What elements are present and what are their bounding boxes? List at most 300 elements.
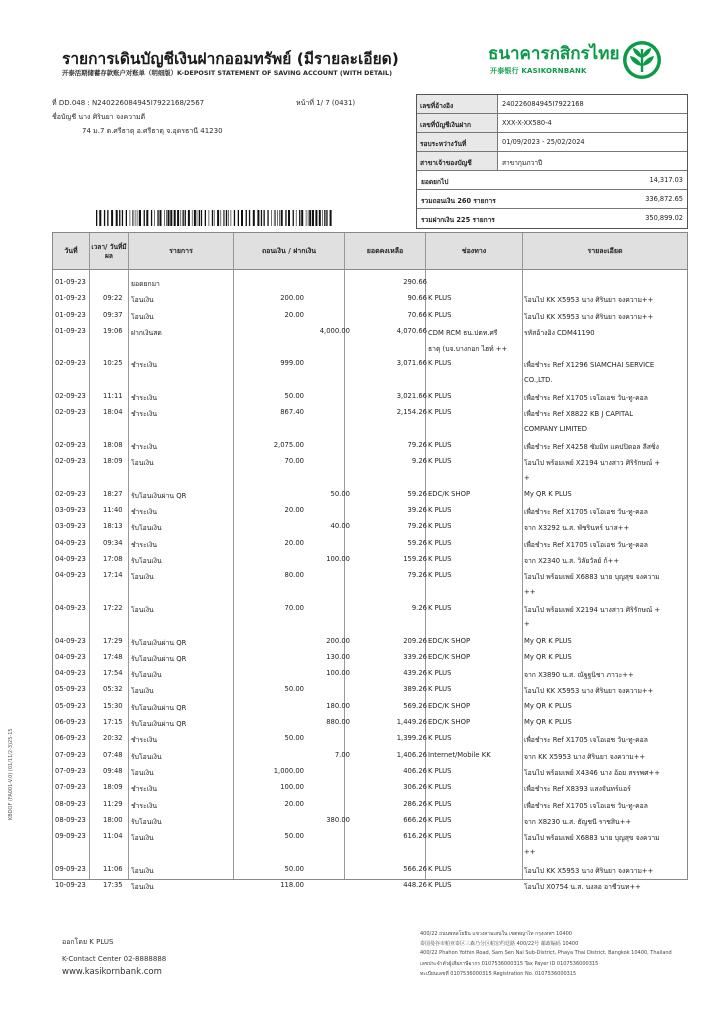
cell-time: 18:09 [103, 457, 123, 466]
bank-address-line: 400/22 ถนนพหลโยธิน แขวงสามเสนใน เขตพญาไท กรุงเทพฯ 10400 [420, 931, 572, 937]
cell-channel: K PLUS [428, 408, 452, 417]
cell-date: 09-09-23 [55, 832, 86, 841]
cell-channel: K PLUS [428, 310, 452, 319]
cell-time: 17:22 [103, 603, 123, 612]
cell-date: 01-09-23 [55, 310, 86, 319]
table-row [53, 780, 687, 796]
summary-row [417, 114, 687, 133]
cell-withdrawal: 200.00 [280, 294, 304, 303]
cell-channel: K PLUS [428, 783, 452, 792]
cell-detail: เพื่อชำระ Ref X8822 KB J CAPITAL [524, 410, 634, 419]
cell-description: โอนเงิน [131, 312, 154, 321]
statement-title-thai: รายการเดินบัญชีเงินฝากออมทรัพย์ (มีรายละเอียด) [62, 50, 399, 68]
cell-detail: เพื่อชำระ Ref X1705 เจโอเอช วัน-ทู-คอล [524, 394, 648, 403]
issued-by: ออกโดย K PLUS [62, 938, 114, 946]
cell-description: รับโอนเงิน [131, 557, 162, 566]
cell-description: รับโอนเงิน [131, 752, 162, 761]
cell-time: 07:48 [103, 750, 123, 759]
cell-withdrawal: 70.00 [284, 457, 304, 466]
cell-detail: COMPANY LIMITED [524, 424, 588, 433]
cell-date: 02-09-23 [55, 440, 86, 449]
cell-description: ชำระเงิน [131, 540, 158, 549]
cell-withdrawal: 50.00 [284, 864, 304, 873]
table-row [53, 373, 687, 389]
cell-balance: 9.26 [411, 603, 427, 612]
cell-time: 18:27 [103, 489, 123, 498]
cell-channel: K PLUS [428, 766, 452, 775]
cell-time: 11:04 [103, 832, 123, 841]
barcode-icon [96, 210, 332, 226]
header-date: วันที่ [64, 246, 78, 255]
table-row [53, 845, 687, 861]
cell-balance: 3,021.66 [396, 392, 427, 401]
cell-time: 17:08 [103, 555, 123, 564]
summary-value: 01/09/2023 - 25/02/2024 [502, 138, 585, 146]
cell-detail: + [524, 620, 530, 629]
table-row [53, 878, 687, 894]
cell-deposit: 100.00 [326, 555, 350, 564]
cell-channel: K PLUS [428, 832, 452, 841]
cell-channel: K PLUS [428, 734, 452, 743]
cell-channel: K PLUS [428, 457, 452, 466]
table-row [53, 552, 687, 568]
summary-row [417, 152, 687, 171]
cell-time: 09:37 [103, 310, 123, 319]
cell-description: โอนเงิน [131, 573, 154, 582]
cell-date: 05-09-23 [55, 701, 86, 710]
cell-date: 03-09-23 [55, 506, 86, 515]
cell-detail: My QR K PLUS [524, 701, 572, 710]
cell-detail: CO.,LTD. [524, 375, 553, 384]
cell-time: 20:32 [103, 734, 123, 743]
cell-deposit: 4,000.00 [319, 326, 350, 335]
cell-detail: + [524, 473, 530, 482]
cell-channel: CDM RCM ธน.ปตท.ศรี [428, 328, 498, 337]
cell-deposit: 180.00 [326, 701, 350, 710]
table-row [53, 356, 687, 372]
bank-address-line: 泰国曼谷市帕亚泰区三森乃分区帕宏约廷路 400/22号 邮政编码 10400 [420, 941, 579, 947]
cell-date: 07-09-23 [55, 750, 86, 759]
website-link[interactable]: www.kasikornbank.com [62, 967, 162, 977]
cell-balance: 290.66 [403, 278, 427, 286]
cell-date: 10-09-23 [55, 880, 86, 889]
cell-channel: K PLUS [428, 571, 452, 580]
table-body [53, 275, 687, 894]
cell-channel: EDC/K SHOP [428, 701, 471, 710]
summary-total-value: 14,317.03 [649, 176, 683, 184]
header-amount: ถอนเงิน / ฝากเงิน [261, 246, 317, 255]
cell-description: ฝากเงินสด [131, 328, 162, 337]
cell-deposit: 50.00 [330, 489, 350, 498]
header-time: เวลา/ วันที่มีผล [91, 242, 127, 260]
cell-channel: K PLUS [428, 669, 452, 678]
cell-date: 02-09-23 [55, 408, 86, 417]
cell-balance: 1,449.26 [396, 718, 427, 727]
table-row [53, 389, 687, 405]
header-description: รายการ [169, 246, 193, 255]
statement-title-english: 开泰活期储蓄存款账户对账单（明细版）K-DEPOSIT STATEMENT OF SAVING ACCOUNT (WITH DETAIL) [62, 69, 393, 77]
cell-detail: โอนไป พร้อมเพย์ X2194 นางสาว ศิริรักษณ์ + [524, 459, 661, 468]
summary-total-label: รวมฝากเงิน 225 รายการ [421, 216, 495, 224]
header-channel: ช่องทาง [461, 246, 487, 255]
cell-date: 02-09-23 [55, 359, 86, 368]
cell-withdrawal: 1,000.00 [273, 766, 304, 775]
cell-date: 02-09-23 [55, 489, 86, 498]
cell-date: 04-09-23 [55, 571, 86, 580]
form-code: KBDOF (FA001-V.0) (01/11/2-3)25-15 [8, 728, 14, 820]
table-row [53, 585, 687, 601]
cell-deposit: 40.00 [330, 522, 350, 531]
table-row [53, 454, 687, 470]
cell-balance: 566.26 [403, 864, 427, 873]
cell-description: ชำระเงิน [131, 785, 158, 794]
cell-description: รับโอนเงินผ่าน QR [131, 491, 187, 500]
cell-detail: เพื่อชำระ Ref X1705 เจโอเอช วัน-ทู-คอล [524, 508, 648, 517]
table-row [53, 324, 687, 340]
cell-description: โอนเงิน [131, 296, 154, 305]
cell-detail: เพื่อชำระ Ref X1705 เจโอเอช วัน-ทู-คอล [524, 540, 648, 549]
cell-detail: เพื่อชำระ Ref X8393 แสงจันทร์แอร์ [524, 785, 631, 794]
cell-deposit: 7.00 [334, 750, 350, 759]
cell-detail: My QR K PLUS [524, 718, 572, 727]
cell-time: 17:35 [103, 880, 123, 889]
cell-time: 17:15 [103, 718, 123, 727]
cell-channel: K PLUS [428, 522, 452, 531]
cell-withdrawal: 50.00 [284, 392, 304, 401]
cell-description: รับโอนเงินผ่าน QR [131, 654, 187, 663]
bank-address-line: ทะเบียนเลขที่ 0107536000315 Registration No. 0107536000315 [420, 971, 577, 977]
cell-withdrawal: 80.00 [284, 571, 304, 580]
cell-time: 18:00 [103, 815, 123, 824]
cell-time: 05:32 [103, 685, 123, 694]
cell-withdrawal: 2,075.00 [273, 440, 304, 449]
cell-balance: 339.26 [403, 652, 427, 661]
cell-time: 17:29 [103, 636, 123, 645]
cell-balance: 389.26 [403, 685, 427, 694]
summary-label: รอบระหว่างวันที่ [417, 133, 498, 151]
account-address: 74 ม.7 ต.ศรีธาตุ อ.ศรีธาตุ จ.อุดรธานี 41230 [82, 127, 223, 135]
cell-detail: จาก X3292 น.ส. พัชรินทร์ นาส++ [524, 524, 630, 533]
summary-total-label: รวมถอนเงิน 260 รายการ [421, 197, 496, 205]
cell-channel: K PLUS [428, 440, 452, 449]
cell-detail: โอนไป KK X5953 นาง ศิรินยา จงความ++ [524, 296, 654, 305]
cell-balance: 9.26 [411, 457, 427, 466]
cell-channel: EDC/K SHOP [428, 636, 471, 645]
cell-date: 04-09-23 [55, 555, 86, 564]
bank-address-line: 400/22 Phahon Yothin Road, Sam Sen Nai Sub-District, Phaya Thai District, Bangkok 10400, Thailand [420, 950, 672, 956]
cell-balance: 1,399.26 [396, 734, 427, 743]
cell-detail: จาก KK X5953 นาง ศิรินยา จงความ++ [524, 752, 646, 761]
header-detail: รายละเอียด [587, 246, 623, 255]
cell-detail: โอนไป พร้อมเพย์ X2194 นางสาว ศิริรักษณ์ + [524, 605, 661, 614]
cell-description: ยอดยกมา [131, 280, 160, 288]
account-summary-box [416, 94, 688, 229]
cell-time: 11:29 [103, 799, 123, 808]
cell-channel: K PLUS [428, 359, 452, 368]
cell-deposit: 130.00 [326, 652, 350, 661]
cell-description: ชำระเงิน [131, 442, 158, 451]
cell-balance: 286.26 [403, 799, 427, 808]
cell-detail: My QR K PLUS [524, 489, 572, 498]
cell-balance: 159.26 [403, 555, 427, 564]
cell-description: โอนเงิน [131, 768, 154, 777]
cell-channel: K PLUS [428, 538, 452, 547]
cell-balance: 4,070.66 [396, 326, 427, 335]
cell-withdrawal: 118.00 [280, 880, 304, 889]
cell-withdrawal: 20.00 [284, 799, 304, 808]
cell-balance: 616.26 [403, 832, 427, 841]
summary-value: XXX-X-XX580-4 [502, 119, 552, 127]
table-row [53, 634, 687, 650]
cell-channel: K PLUS [428, 506, 452, 515]
table-row [53, 813, 687, 829]
cell-description: รับโอนเงิน [131, 671, 162, 680]
cell-withdrawal: 70.00 [284, 603, 304, 612]
cell-balance: 306.26 [403, 783, 427, 792]
cell-deposit: 880.00 [326, 718, 350, 727]
cell-description: ชำระเงิน [131, 508, 158, 517]
cell-deposit: 380.00 [326, 815, 350, 824]
cell-date: 07-09-23 [55, 783, 86, 792]
bank-address-line: เลขประจำตัวผู้เสียภาษีอากร 0107536000315 Tax Payer ID 0107536000315 [420, 961, 599, 967]
table-row [53, 471, 687, 487]
cell-time: 11:06 [103, 864, 123, 873]
cell-withdrawal: 20.00 [284, 506, 304, 515]
cell-description: ชำระเงิน [131, 394, 158, 403]
cell-withdrawal: 100.00 [280, 783, 304, 792]
cell-date: 06-09-23 [55, 718, 86, 727]
table-row [53, 487, 687, 503]
cell-channel: EDC/K SHOP [428, 652, 471, 661]
cell-withdrawal: 50.00 [284, 685, 304, 694]
cell-detail: My QR K PLUS [524, 636, 572, 645]
cell-channel: K PLUS [428, 392, 452, 401]
cell-time: 15:30 [103, 701, 123, 710]
cell-description: โอนเงิน [131, 834, 154, 843]
cell-date: 06-09-23 [55, 734, 86, 743]
table-row [53, 405, 687, 421]
table-row [53, 699, 687, 715]
summary-label: เลขที่อ้างอิง [417, 95, 498, 113]
cell-time: 17:54 [103, 669, 123, 678]
summary-value: 240226084945I7922168 [502, 100, 584, 108]
cell-description: ชำระเงิน [131, 361, 158, 370]
cell-date: 04-09-23 [55, 603, 86, 612]
summary-total-row [417, 190, 687, 209]
summary-value: สาขากุมภวาปี [502, 159, 543, 167]
cell-detail: My QR K PLUS [524, 652, 572, 661]
cell-withdrawal: 50.00 [284, 734, 304, 743]
table-row [53, 764, 687, 780]
cell-date: 05-09-23 [55, 685, 86, 694]
cell-balance: 2,154.26 [396, 408, 427, 417]
cell-balance: 448.26 [403, 880, 427, 889]
cell-description: รับโอนเงิน [131, 817, 162, 826]
cell-date: 04-09-23 [55, 669, 86, 678]
cell-date: 07-09-23 [55, 766, 86, 775]
cell-time: 17:48 [103, 652, 123, 661]
cell-balance: 59.26 [407, 489, 427, 498]
summary-row [417, 95, 687, 114]
summary-total-value: 336,872.65 [645, 195, 683, 203]
summary-total-row [417, 171, 687, 190]
cell-deposit: 100.00 [326, 669, 350, 678]
bank-name-thai: ธนาคารกสิกรไทย [488, 44, 620, 64]
cell-withdrawal: 50.00 [284, 832, 304, 841]
cell-date: 01-09-23 [55, 278, 86, 286]
cell-channel: Internet/Mobile KK [428, 750, 491, 759]
document-reference: ที่ DD.048 : N240226084945I7922168/2567 [52, 99, 205, 107]
cell-balance: 59.26 [407, 538, 427, 547]
cell-date: 04-09-23 [55, 652, 86, 661]
cell-detail: โอนไป พร้อมเพย์ X6883 นาย บุญสุข จงความ [524, 834, 660, 843]
cell-date: 01-09-23 [55, 294, 86, 303]
statement-table [52, 232, 688, 891]
cell-description: รับโอนเงินผ่าน QR [131, 703, 187, 712]
cell-date: 04-09-23 [55, 538, 86, 547]
cell-description: ชำระเงิน [131, 410, 158, 419]
summary-total-label: ยอดยกไป [421, 178, 449, 186]
cell-channel: EDC/K SHOP [428, 718, 471, 727]
cell-time: 09:34 [103, 538, 123, 547]
table-row [53, 682, 687, 698]
cell-withdrawal: 20.00 [284, 538, 304, 547]
cell-channel: K PLUS [428, 799, 452, 808]
cell-balance: 3,071.66 [396, 359, 427, 368]
cell-balance: 79.26 [407, 440, 427, 449]
table-row [53, 536, 687, 552]
cell-date: 08-09-23 [55, 799, 86, 808]
cell-time: 09:22 [103, 294, 123, 303]
table-row [53, 666, 687, 682]
table-row [53, 422, 687, 438]
cell-date: 04-09-23 [55, 636, 86, 645]
cell-description: รับโอนเงินผ่าน QR [131, 720, 187, 729]
table-row [53, 731, 687, 747]
cell-detail: โอนไป KK X5953 นาง ศิรินยา จงความ++ [524, 866, 654, 875]
cell-time: 09:48 [103, 766, 123, 775]
cell-balance: 70.66 [407, 310, 427, 319]
cell-detail: จาก X8230 น.ส. ธัญชนี ราชสิน++ [524, 817, 632, 826]
cell-description: ชำระเงิน [131, 801, 158, 810]
cell-description: โอนเงิน [131, 882, 154, 891]
cell-time: 19:06 [103, 326, 123, 335]
cell-channel: ธาตุ (บจ.บางกอก ไฮท์ ++ [428, 345, 508, 354]
cell-balance: 666.26 [403, 815, 427, 824]
table-row [53, 275, 687, 291]
cell-date: 02-09-23 [55, 457, 86, 466]
cell-channel: EDC/K SHOP [428, 489, 471, 498]
table-row [53, 519, 687, 535]
table-row [53, 617, 687, 633]
table-row [53, 829, 687, 845]
cell-detail: เพื่อชำระ Ref X1705 เจโอเอช วัน-ทู-คอล [524, 801, 648, 810]
cell-date: 08-09-23 [55, 815, 86, 824]
cell-detail: เพื่อชำระ Ref X1296 SIAMCHAI SERVICE [524, 361, 655, 370]
table-row [53, 438, 687, 454]
cell-balance: 79.26 [407, 571, 427, 580]
table-row [53, 601, 687, 617]
cell-date: 03-09-23 [55, 522, 86, 531]
cell-time: 17:14 [103, 571, 123, 580]
cell-detail: จาก X2340 น.ส. วิลัยวัลย์ ก้++ [524, 557, 620, 566]
cell-description: โอนเงิน [131, 459, 154, 468]
cell-channel: K PLUS [428, 815, 452, 824]
cell-description: โอนเงิน [131, 605, 154, 614]
cell-time: 18:08 [103, 440, 123, 449]
cell-description: โอนเงิน [131, 687, 154, 696]
kasikornbank-logo-icon [622, 40, 662, 80]
account-name: ชื่อบัญชี นาง ศิรินยา จงความดี [52, 113, 146, 121]
cell-balance: 439.26 [403, 669, 427, 678]
cell-channel: K PLUS [428, 555, 452, 564]
cell-detail: โอนไป KK X5953 นาง ศิรินยา จงความ++ [524, 312, 654, 321]
cell-detail: รหัสอ้างอิง CDM41190 [524, 328, 595, 337]
cell-detail: จาก X3890 น.ส. ณัฐฐนิชา ภาวะ++ [524, 671, 634, 680]
summary-total-row [417, 209, 687, 228]
summary-row [417, 133, 687, 152]
cell-detail: โอนไป พร้อมเพย์ X6883 นาย บุญสุข จงความ [524, 573, 660, 582]
cell-detail: โอนไป KK X5953 นาง ศิรินยา จงความ++ [524, 687, 654, 696]
cell-balance: 79.26 [407, 522, 427, 531]
table-row [53, 308, 687, 324]
cell-balance: 209.26 [403, 636, 427, 645]
cell-balance: 569.26 [403, 701, 427, 710]
cell-balance: 1,406.26 [396, 750, 427, 759]
table-row [53, 291, 687, 307]
cell-time: 18:13 [103, 522, 123, 531]
summary-label: เลขที่บัญชีเงินฝาก [417, 114, 498, 132]
table-row [53, 650, 687, 666]
cell-deposit: 200.00 [326, 636, 350, 645]
cell-description: โอนเงิน [131, 866, 154, 875]
table-header [53, 233, 687, 270]
cell-withdrawal: 20.00 [284, 310, 304, 319]
cell-description: ชำระเงิน [131, 736, 158, 745]
table-row [53, 797, 687, 813]
cell-date: 01-09-23 [55, 326, 86, 335]
cell-detail: โอนไป พร้อมเพย์ X4346 นาง อ้อย สรรพศ++ [524, 768, 660, 777]
summary-total-value: 350,899.02 [645, 214, 683, 222]
header-balance: ยอดคงเหลือ [366, 246, 404, 255]
cell-channel: K PLUS [428, 880, 452, 889]
cell-balance: 90.66 [407, 294, 427, 303]
cell-channel: K PLUS [428, 864, 452, 873]
cell-time: 10:25 [103, 359, 123, 368]
cell-channel: K PLUS [428, 685, 452, 694]
table-row [53, 503, 687, 519]
cell-channel: K PLUS [428, 603, 452, 612]
cell-time: 18:09 [103, 783, 123, 792]
cell-balance: 406.26 [403, 766, 427, 775]
cell-detail: ++ [524, 848, 536, 857]
cell-detail: โอนไป X0754 น.ส. นงลอ อาชีวนท++ [524, 882, 641, 891]
bank-name-english: 开泰银行 KASIKORNBANK [490, 67, 587, 75]
cell-detail: เพื่อชำระ Ref X4258 ซัมมิท แคปปิตอล ลีสซิ่ง [524, 442, 659, 451]
table-row [53, 862, 687, 878]
cell-description: รับโอนเงิน [131, 524, 162, 533]
cell-channel: K PLUS [428, 294, 452, 303]
cell-withdrawal: 999.00 [280, 359, 304, 368]
contact-center: K-Contact Center 02-8888888 [62, 955, 167, 963]
table-row [53, 568, 687, 584]
cell-time: 18:04 [103, 408, 123, 417]
cell-withdrawal: 867.40 [280, 408, 304, 417]
cell-detail: เพื่อชำระ Ref X1705 เจโอเอช วัน-ทู-คอล [524, 736, 648, 745]
cell-detail: ++ [524, 587, 536, 596]
page-number: หน้าที่ 1/ 7 (0431) [296, 99, 356, 107]
cell-balance: 39.26 [407, 506, 427, 515]
